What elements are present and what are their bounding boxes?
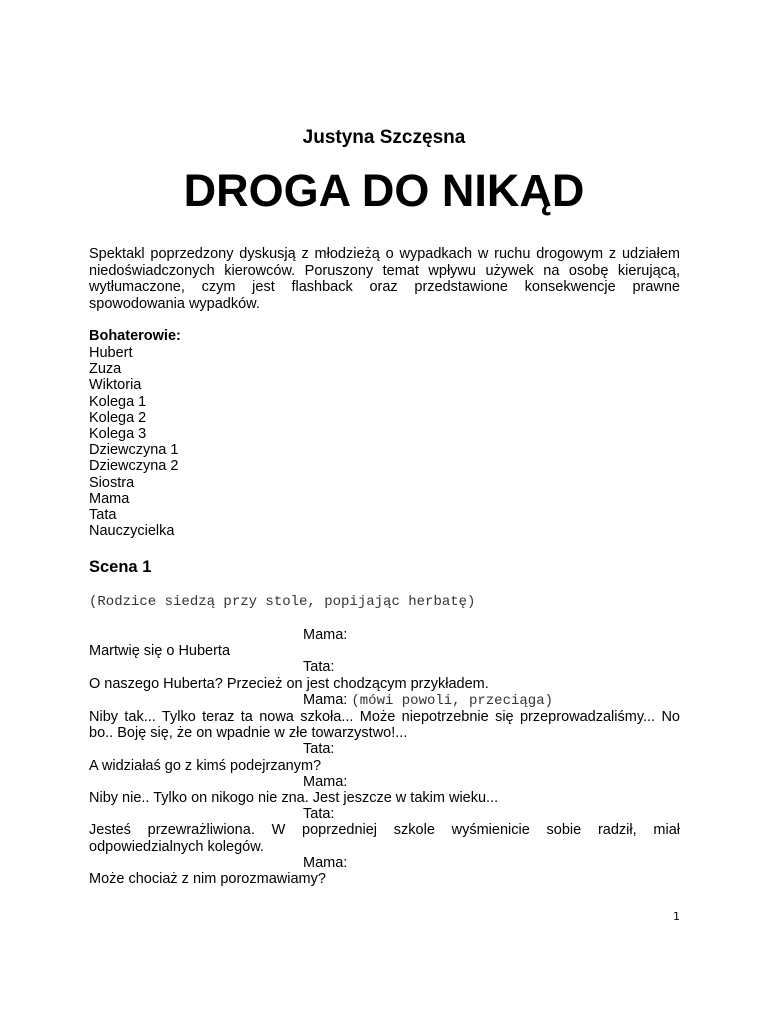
cast-item: Tata bbox=[89, 507, 117, 524]
speaker-line-with-aside bbox=[89, 692, 680, 709]
stage-aside: (mówi powoli, przeciąga) bbox=[351, 692, 553, 709]
speaker-label: Mama: bbox=[303, 627, 348, 643]
speaker-label: Tata: bbox=[303, 741, 335, 758]
page-number: 1 bbox=[673, 910, 680, 923]
dialogue-line: Niby tak... Tylko teraz ta nowa szkoła... Może niepotrzebnie się przeprowadzaliśmy... No bo.. Boję się, że on wpadnie w złe towarzystwo!... bbox=[89, 709, 680, 742]
cast-item: Dziewczyna 2 bbox=[89, 458, 179, 475]
dialogue-line: Może chociaż z nim porozmawiamy? bbox=[89, 871, 326, 888]
dialogue-line: Martwię się o Huberta bbox=[89, 643, 231, 660]
speaker-label: Mama: bbox=[303, 773, 348, 790]
cast-item: Mama bbox=[89, 490, 130, 507]
cast-item: Dziewczyna 1 bbox=[89, 442, 179, 459]
cast-item: Kolega 3 bbox=[89, 426, 147, 443]
cast-heading: Bohaterowie: bbox=[89, 328, 181, 344]
speaker-label: Mama: bbox=[303, 691, 348, 708]
dialogue-line: O naszego Huberta? Przecież on jest chodzącym przykładem. bbox=[89, 675, 489, 692]
play-title: DROGA DO NIKĄD bbox=[183, 165, 585, 216]
intro-paragraph: Spektakl poprzedzony dyskusją z młodzieżą o wypadkach w ruchu drogowym z udziałem niedoświadczonych kierowców. Poruszony temat wpływu używek na osobę kierującą, wytłumaczone, czym jest flashback oraz przedstawione konsekwencje prawne spowodowania wypadków. bbox=[89, 246, 680, 312]
cast-list bbox=[89, 345, 178, 539]
cast-item: Siostra bbox=[89, 474, 135, 491]
stage-direction: (Rodzice siedzą przy stole, popijając herbatę) bbox=[89, 594, 476, 610]
cast-item: Nauczycielka bbox=[89, 523, 175, 540]
speaker-label: Tata: bbox=[303, 659, 335, 676]
dialogue-line: A widziałaś go z kimś podejrzanym? bbox=[89, 757, 322, 774]
cast-item: Kolega 1 bbox=[89, 393, 147, 410]
speaker-label: Mama: bbox=[303, 854, 348, 871]
cast-item: Hubert bbox=[89, 345, 133, 361]
cast-item: Zuza bbox=[89, 361, 122, 378]
speaker-label: Tata: bbox=[303, 806, 335, 823]
dialogue-line: Niby nie.. Tylko on nikogo nie zna. Jest jeszcze w takim wieku... bbox=[89, 790, 499, 807]
cast-item: Kolega 2 bbox=[89, 409, 147, 426]
dialogue-line: Jesteś przewrażliwiona. W poprzedniej szkole wyśmienicie sobie radził, miał odpowiedzialnych kolegów. bbox=[89, 822, 680, 855]
cast-item: Wiktoria bbox=[89, 377, 142, 394]
author-name: Justyna Szczęsna bbox=[302, 127, 466, 148]
scene-title: Scena 1 bbox=[89, 558, 152, 576]
dialogue bbox=[89, 627, 680, 887]
